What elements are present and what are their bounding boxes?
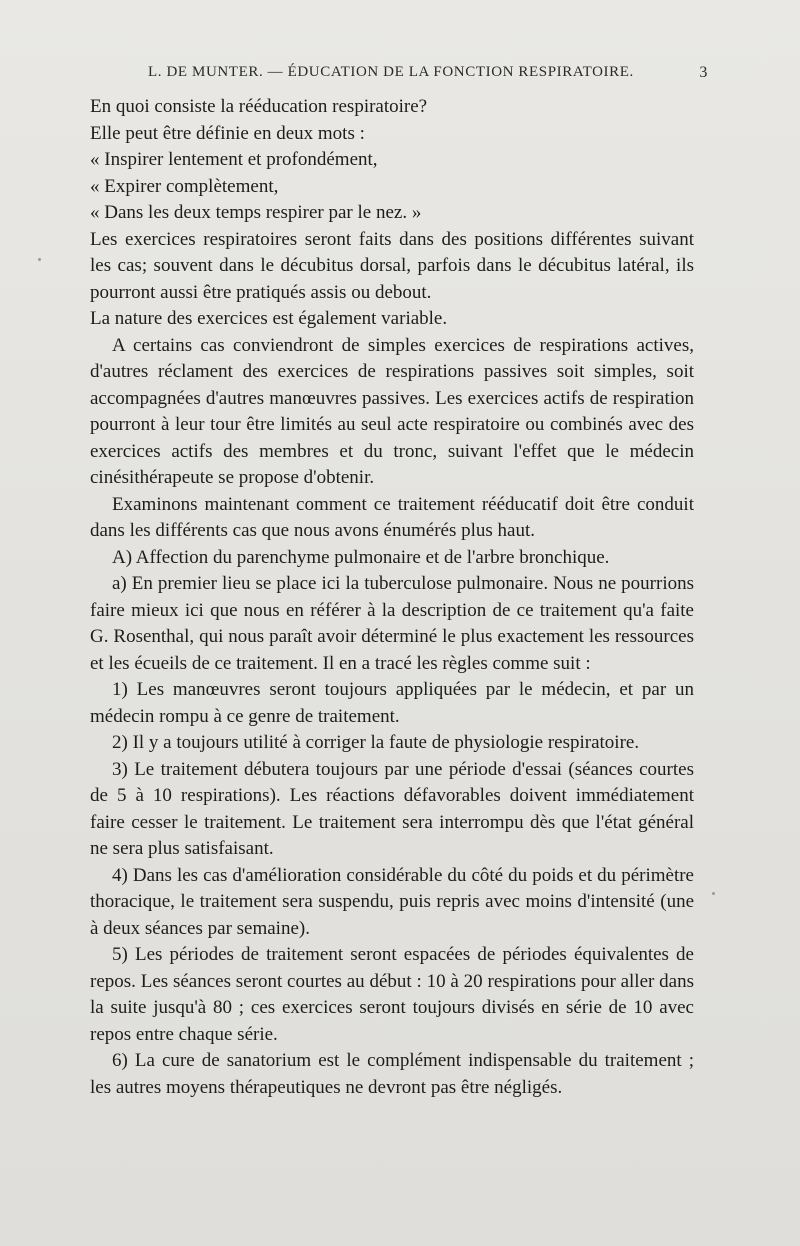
paper-speck bbox=[38, 258, 41, 261]
paragraph-quote-nose: « Dans les deux temps respirer par le nez. » bbox=[90, 202, 422, 223]
paragraph-rule-2: 2) Il y a toujours utilité à corriger la faute de physiologie respiratoire. bbox=[112, 732, 640, 753]
paragraph-definition: Elle peut être définie en deux mots : bbox=[90, 122, 365, 144]
paragraph-rule-5: 5) Les périodes de traitement seront espacées de périodes équivalentes de repos. Les séances seront courtes au début : 10 à 20 respirations pour aller dans la suite jusqu'à 80 ; ces exercices seront toujours divisés en série de 10 avec repos entre chaque série. bbox=[90, 944, 694, 1045]
body-text bbox=[90, 94, 694, 1101]
paragraph-rule-6: 6) La cure de sanatorium est le complément indispensable du traitement ; les autres moyens thérapeutiques ne devront pas être négligés. bbox=[90, 1050, 694, 1098]
paragraph-nature: La nature des exercices est également variable. bbox=[90, 308, 448, 329]
paper-speck bbox=[712, 892, 715, 895]
page-number: 3 bbox=[699, 64, 708, 81]
paragraph-examinons: Examinons maintenant comment ce traitement rééducatif doit être conduit dans les différents cas que nous avons énumérés plus haut. bbox=[90, 493, 694, 541]
paragraph-section-a: A) Affection du parenchyme pulmonaire et de l'arbre bronchique. bbox=[112, 546, 610, 568]
running-head bbox=[148, 64, 708, 82]
running-title: L. DE MUNTER. — ÉDUCATION DE LA FONCTION RESPIRATOIRE. bbox=[148, 64, 634, 80]
paragraph-exercise-types: A certains cas conviendront de simples exercices de respirations actives, d'autres réclament des exercices de respirations passives soit simples, soit accompagnées d'autres manœuvres passives. Les exercices actifs de respiration pourront à leur tour être limités au seul acte respiratoire ou combinés avec des exercices actifs des membres et du tronc, suivant l'effet que le médecin cinésithérapeute se propose d'obtenir. bbox=[90, 334, 694, 488]
paragraph-quote-expire: « Expirer complètement, bbox=[90, 175, 279, 197]
paragraph-tuberculose: a) En premier lieu se place ici la tuberculose pulmonaire. Nous ne pourrions faire mieux ici que nous en référer à la description de ce traitement qu'a faite G. Rosenthal, qui nous paraît avoir déterminé le plus exactement les ressources et les écueils de ce traitement. Il en a tracé les règles comme suit : bbox=[90, 573, 694, 674]
paragraph-quote-inspire: « Inspirer lentement et profondément, bbox=[90, 149, 378, 170]
paragraph-rule-3: 3) Le traitement débutera toujours par une période d'essai (séances courtes de 5 à 10 respirations). Les réactions défavorables doivent immédiatement faire cesser le traitement. Le traitement sera interrompu dès que l'état général ne sera plus satisfaisant. bbox=[90, 758, 694, 859]
paragraph-rule-1: 1) Les manœuvres seront toujours appliquées par le médecin, et par un médecin rompu à ce genre de traitement. bbox=[90, 679, 694, 727]
paragraph-rule-4: 4) Dans les cas d'amélioration considérable du côté du poids et du périmètre thoracique, le traitement sera suspendu, puis repris avec moins d'intensité (une à deux séances par semaine). bbox=[90, 864, 694, 939]
paragraph-question: En quoi consiste la rééducation respiratoire? bbox=[90, 96, 428, 117]
paragraph-positions: Les exercices respiratoires seront faits dans des positions différentes suivant les cas; souvent dans le décubitus dorsal, parfois dans le décubitus latéral, ils pourront aussi être pratiqués assis ou debout. bbox=[90, 228, 694, 303]
